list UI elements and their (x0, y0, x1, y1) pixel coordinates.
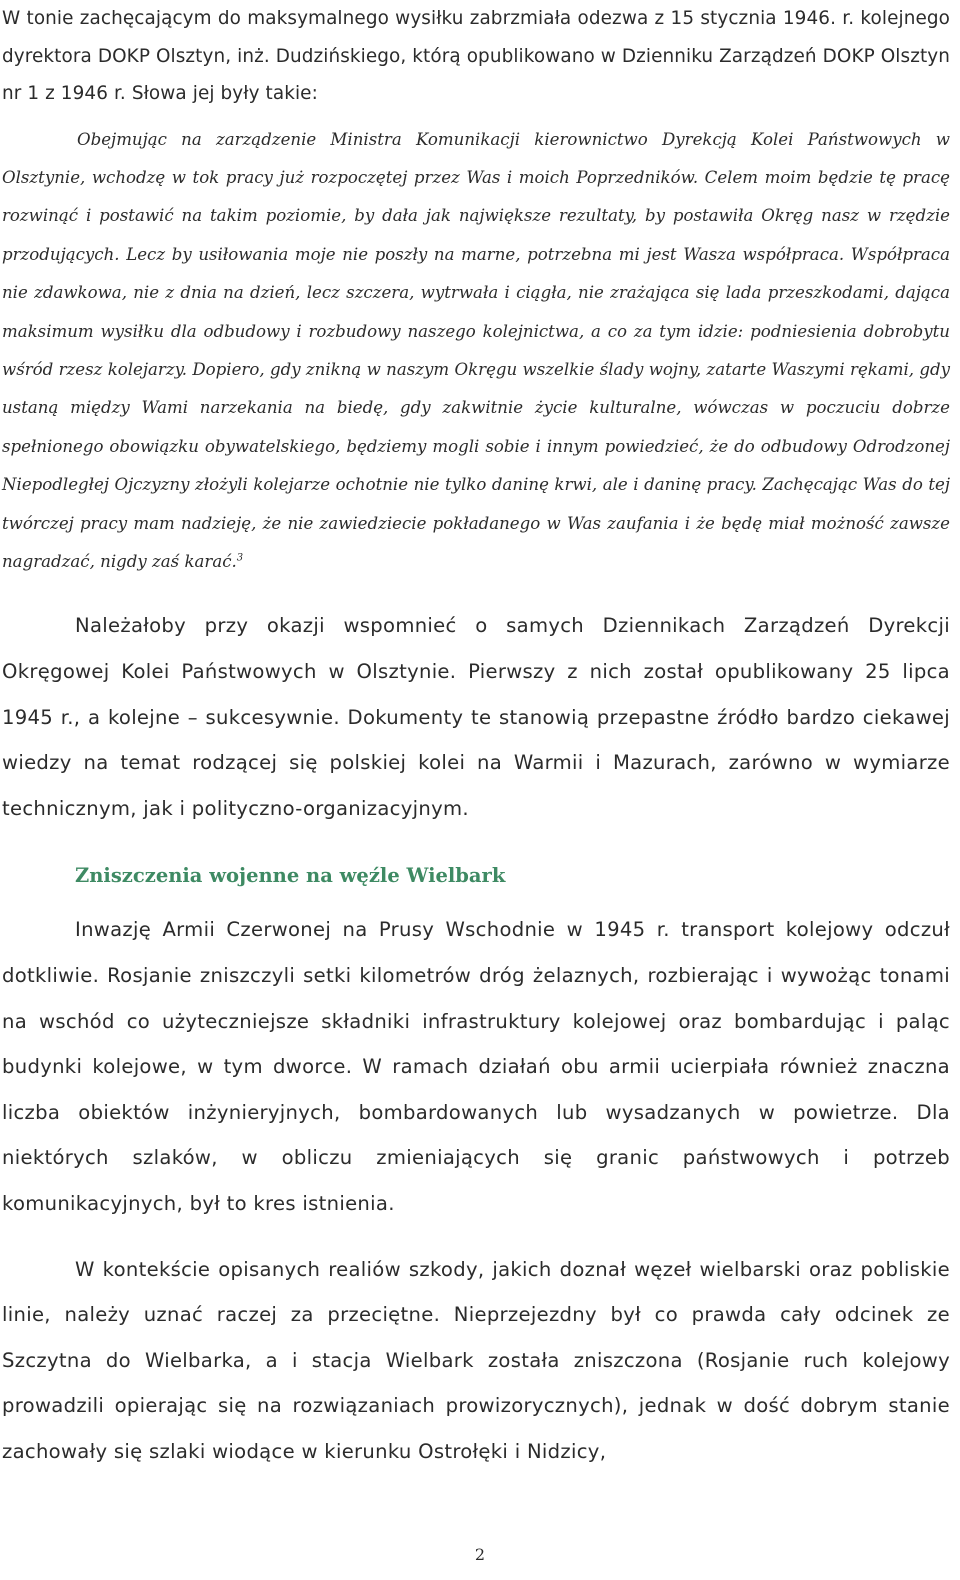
page-number: 2 (474, 1545, 486, 1564)
journals-paragraph: Należałoby przy okazji wspomnieć o samych Dziennikach Zarządzeń Dyrekcji Okręgowej Kolei Państwowych w Olsztynie. Pierwszy z nich został opublikowany 25 lipca 1945 r., a kolejne – sukcesywnie. Dokumenty te stanowią przepastne źródło bardzo ciekawej wiedzy na temat rodzącej się polskiej kolei na Warmii i Mazurach, zarówno w wymiarze technicznym, jak i polityczno-organizacyjnym. (2, 614, 950, 820)
section-heading: Zniszczenia wojenne na węźle Wielbark (75, 864, 506, 888)
intro-paragraph: W tonie zachęcającym do maksymalnego wysiłku zabrzmiała odezwa z 15 stycznia 1946. r. kolejnego dyrektora DOKP Olsztyn, inż. Dudzińskiego, którą opublikowano w Dzienniku Zarządzeń DOKP Olsztyn nr 1 z 1946 r. Słowa jej były takie: (2, 8, 951, 104)
footnote-reference[interactable]: 3 (236, 552, 244, 564)
context-paragraph: W kontekście opisanych realiów szkody, jakich doznał węzeł wielbarski oraz pobliskie linie, należy uznać raczej za przeciętne. Nieprzejezdny był co prawda cały odcinek ze Szczytna do Wielbarka, a i stacja Wielbark została zniszczona (Rosjanie ruch kolejowy prowadzili opierając się na rozwiązaniach prowizorycznych), jednak w dość dobrym stanie zachowały się szlaki wiodące w kierunku Ostrołęki i Nidzicy, (2, 1257, 950, 1463)
quote-text: Obejmując na zarządzenie Ministra Komunikacji kierownictwo Dyrekcją Kolei Państwowych w Olsztynie, wchodzę w tok pracy już rozpoczętej przez Was i moich Poprzedników. Celem moim będzie tę pracę rozwinąć i postawić na takim poziomie, by dała jak największe rezultaty, by postawiła Okręg nasz w rzędzie przodujących. Lecz by usiłowania moje nie poszły na marne, potrzebna mi jest Wasza współpraca. Współpraca nie zdawkowa, nie z dnia na dzień, lecz szczera, wytrwała i ciągła, nie zrażająca się lada przeszkodami, dająca maksimum wysiłku dla odbudowy i rozbudowy naszego kolejnictwa, a co za tym idzie: podniesienia dobrobytu wśród rzesz kolejarzy. Dopiero, gdy znikną w naszym Okręgu wszelkie ślady wojny, zatarte Waszymi rękami, gdy ustaną między Wami narzekania na biedę, gdy zakwitnie życie kulturalne, wówczas w poczuciu dobrze spełnionego obowiązku obywatelskiego, będziemy mogli sobie i innym powiedzieć, że do odbudowy Odrodzonej Niepodległej Ojczyzny złożyli kolejarze ochotnie nie tylko daninę krwi, ale i daninę pracy. Zachęcając Was do tej twórczej pracy mam nadzieję, że nie zawiedziecie pokładanego w Was zaufania i że będę miał możność zawsze nagradzać, nigdy zaś karać. (2, 129, 950, 571)
quote-indent (2, 130, 77, 149)
quoted-address (0, 113, 960, 582)
invasion-paragraph: Inwazję Armii Czerwonej na Prusy Wschodnie w 1945 r. transport kolejowy odczuł dotkliwie. Rosjanie zniszczyli setki kilometrów dróg żelaznych, rozbierając i wywożąc tonami na wschód co użyteczniejsze składniki infrastruktury kolejowej oraz bombardując i paląc budynki kolejowe, w tym dworce. W ramach działań obu armii ucierpiała również znaczna liczba obiektów inżynieryjnych, bombardowanych lub wysadzanych w powietrze. Dla niektórych szlaków, w obliczu zmieniających się granic państwowych i potrzeb komunikacyjnych, był to kres istnienia. (2, 918, 950, 1215)
